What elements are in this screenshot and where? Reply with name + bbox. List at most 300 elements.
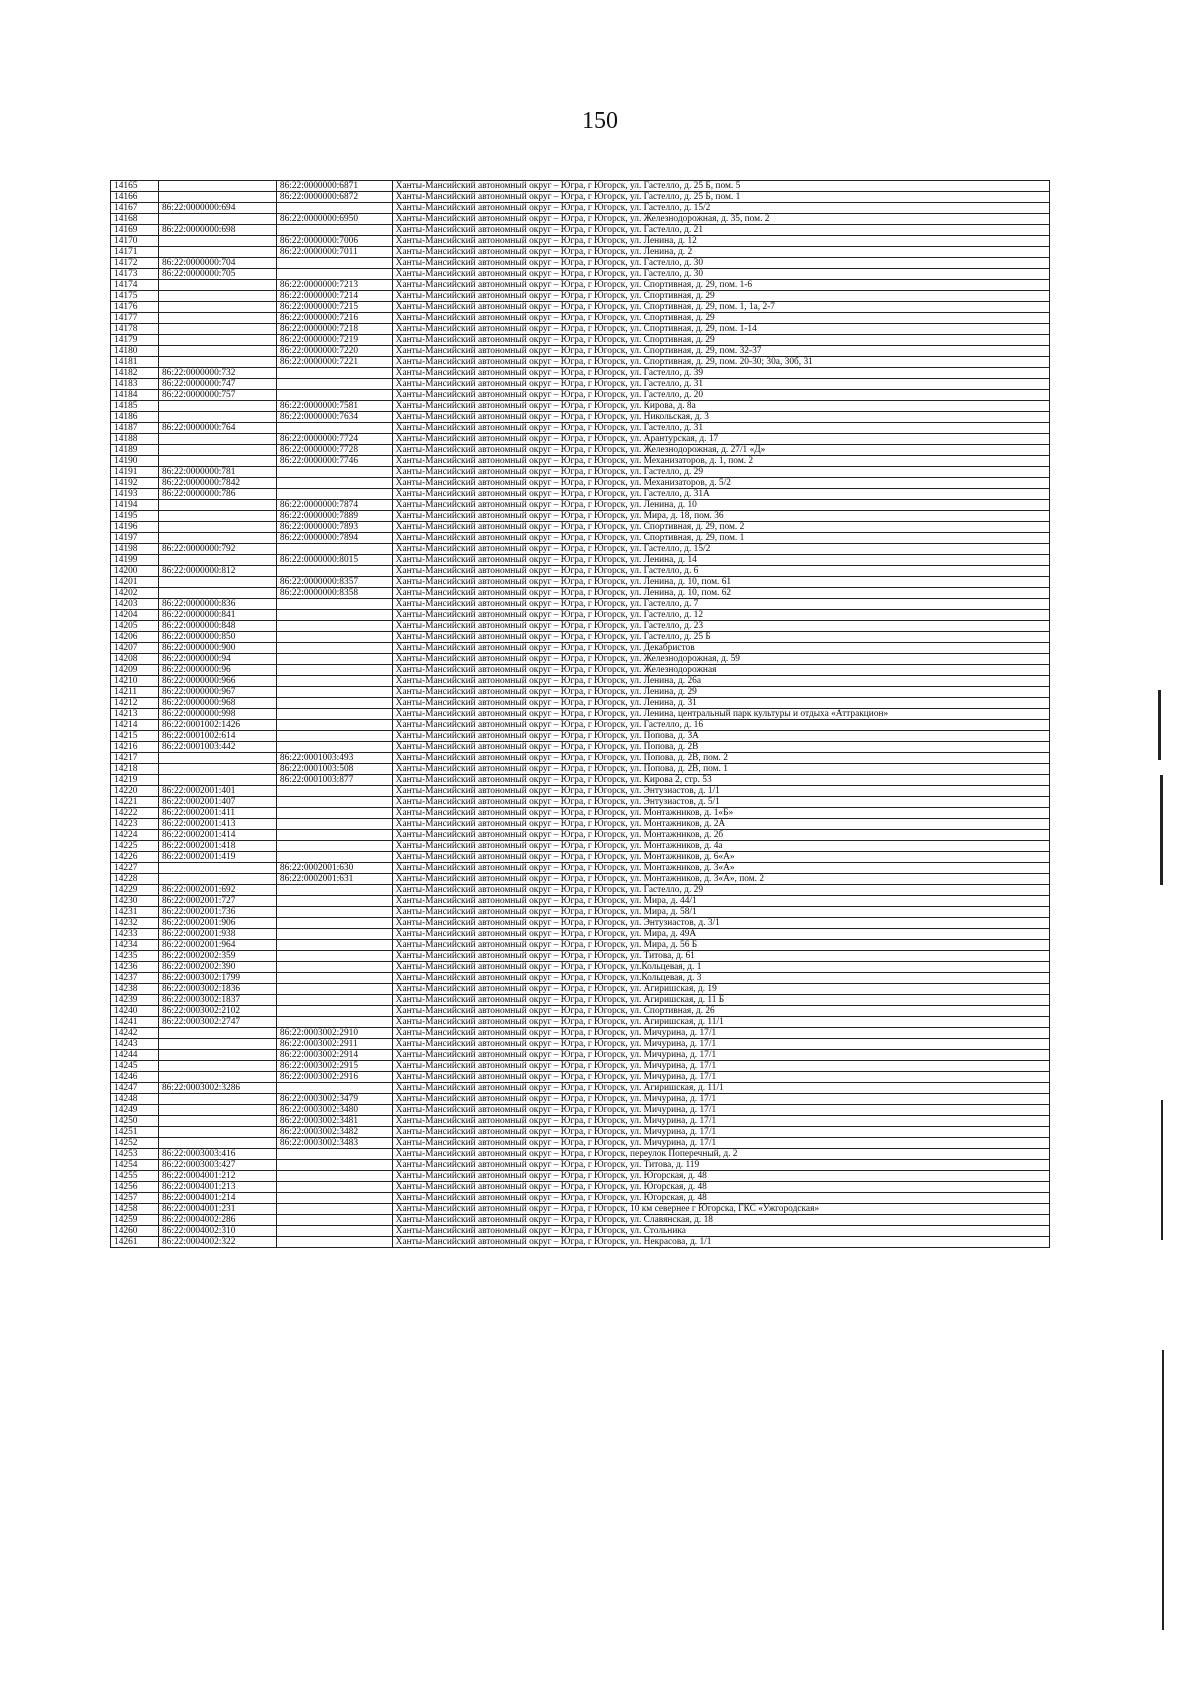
land-cadastral-number	[158, 335, 276, 346]
table-row	[111, 522, 1050, 533]
building-cadastral-number	[276, 632, 392, 643]
building-cadastral-number: 86:22:0000000:7214	[276, 291, 392, 302]
building-cadastral-number: 86:22:0002001:630	[276, 863, 392, 874]
address: Ханты-Мансийский автономный округ – Югра, г Югорск, ул. Мичурина, д. 17/1	[392, 1061, 1049, 1072]
building-cadastral-number: 86:22:0000000:6871	[276, 181, 392, 192]
building-cadastral-number	[276, 621, 392, 632]
table-row	[111, 951, 1050, 962]
address: Ханты-Мансийский автономный округ – Югра, г Югорск, ул. Гастелло, д. 15/2	[392, 203, 1049, 214]
land-cadastral-number	[158, 181, 276, 192]
table-row	[111, 456, 1050, 467]
table-row	[111, 203, 1050, 214]
building-cadastral-number: 86:22:0000000:8357	[276, 577, 392, 588]
address: Ханты-Мансийский автономный округ – Югра, г Югорск, ул. Мира, д. 44/1	[392, 896, 1049, 907]
address: Ханты-Мансийский автономный округ – Югра, г Югорск, ул. Агиришская, д. 11 Б	[392, 995, 1049, 1006]
land-cadastral-number: 86:22:0000000:792	[158, 544, 276, 555]
table-row	[111, 566, 1050, 577]
building-cadastral-number	[276, 269, 392, 280]
row-number: 14205	[111, 621, 159, 632]
land-cadastral-number: 86:22:0004002:310	[158, 1226, 276, 1237]
address: Ханты-Мансийский автономный округ – Югра, г Югорск, ул. Железнодорожная, д. 35, пом. 2	[392, 214, 1049, 225]
land-cadastral-number	[158, 1028, 276, 1039]
building-cadastral-number	[276, 423, 392, 434]
row-number: 14184	[111, 390, 159, 401]
row-number: 14198	[111, 544, 159, 555]
land-cadastral-number: 86:22:0003002:1836	[158, 984, 276, 995]
address: Ханты-Мансийский автономный округ – Югра, г Югорск, ул. Спортивная, д. 29	[392, 335, 1049, 346]
building-cadastral-number: 86:22:0000000:7893	[276, 522, 392, 533]
address: Ханты-Мансийский автономный округ – Югра, г Югорск, ул. Гастелло, д. 25 Б	[392, 632, 1049, 643]
table-row	[111, 1050, 1050, 1061]
address: Ханты-Мансийский автономный округ – Югра, г Югорск, ул. Спортивная, д. 29, пом. 2	[392, 522, 1049, 533]
row-number: 14220	[111, 786, 159, 797]
land-cadastral-number	[158, 247, 276, 258]
address: Ханты-Мансийский автономный округ – Югра, г Югорск, ул. Гастелло, д. 6	[392, 566, 1049, 577]
table-row	[111, 434, 1050, 445]
building-cadastral-number: 86:22:0003002:3480	[276, 1105, 392, 1116]
row-number: 14249	[111, 1105, 159, 1116]
row-number: 14180	[111, 346, 159, 357]
building-cadastral-number: 86:22:0000000:7889	[276, 511, 392, 522]
address: Ханты-Мансийский автономный округ – Югра, г Югорск, ул. Гастелло, д. 23	[392, 621, 1049, 632]
row-number: 14175	[111, 291, 159, 302]
land-cadastral-number: 86:22:0002001:411	[158, 808, 276, 819]
table-row	[111, 1171, 1050, 1182]
table-row	[111, 1138, 1050, 1149]
building-cadastral-number	[276, 1237, 392, 1248]
building-cadastral-number	[276, 1017, 392, 1028]
row-number: 14181	[111, 357, 159, 368]
row-number: 14237	[111, 973, 159, 984]
address: Ханты-Мансийский автономный округ – Югра, г Югорск, ул. Монтажников, д. 1«Б»	[392, 808, 1049, 819]
row-number: 14194	[111, 500, 159, 511]
address: Ханты-Мансийский автономный округ – Югра, г Югорск, ул. Ленина, д. 10, пом. 62	[392, 588, 1049, 599]
land-cadastral-number	[158, 874, 276, 885]
row-number: 14230	[111, 896, 159, 907]
table-row	[111, 346, 1050, 357]
address: Ханты-Мансийский автономный округ – Югра, г Югорск, ул. Стольника	[392, 1226, 1049, 1237]
land-cadastral-number	[158, 522, 276, 533]
row-number: 14185	[111, 401, 159, 412]
land-cadastral-number: 86:22:0000000:786	[158, 489, 276, 500]
land-cadastral-number	[158, 764, 276, 775]
address: Ханты-Мансийский автономный округ – Югра, г Югорск, ул. Гастелло, д. 16	[392, 720, 1049, 731]
address: Ханты-Мансийский автономный округ – Югра, г Югорск, ул. Ленина, центральный парк культуры и отдыха «Аттракцион»	[392, 709, 1049, 720]
address: Ханты-Мансийский автономный округ – Югра, г Югорск, ул. Ленина, д. 14	[392, 555, 1049, 566]
row-number: 14207	[111, 643, 159, 654]
building-cadastral-number: 86:22:0000000:8358	[276, 588, 392, 599]
land-cadastral-number: 86:22:0000000:747	[158, 379, 276, 390]
address: Ханты-Мансийский автономный округ – Югра, г Югорск, ул. Гастелло, д. 30	[392, 269, 1049, 280]
land-cadastral-number	[158, 291, 276, 302]
land-cadastral-number	[158, 511, 276, 522]
land-cadastral-number: 86:22:0004001:231	[158, 1204, 276, 1215]
row-number: 14244	[111, 1050, 159, 1061]
table-row	[111, 720, 1050, 731]
table-row	[111, 885, 1050, 896]
address: Ханты-Мансийский автономный округ – Югра, г Югорск, ул. Мира, д. 18, пом. 36	[392, 511, 1049, 522]
land-cadastral-number	[158, 346, 276, 357]
building-cadastral-number: 86:22:0003002:2916	[276, 1072, 392, 1083]
address: Ханты-Мансийский автономный округ – Югра, г Югорск, ул. Попова, д. 2В, пом. 1	[392, 764, 1049, 775]
building-cadastral-number	[276, 1204, 392, 1215]
land-cadastral-number	[158, 533, 276, 544]
table-row	[111, 544, 1050, 555]
land-cadastral-number: 86:22:0000000:764	[158, 423, 276, 434]
row-number: 14219	[111, 775, 159, 786]
row-number: 14234	[111, 940, 159, 951]
building-cadastral-number	[276, 929, 392, 940]
land-cadastral-number: 86:22:0004001:212	[158, 1171, 276, 1182]
row-number: 14170	[111, 236, 159, 247]
row-number: 14229	[111, 885, 159, 896]
row-number: 14174	[111, 280, 159, 291]
table-row	[111, 467, 1050, 478]
building-cadastral-number	[276, 731, 392, 742]
table-row	[111, 478, 1050, 489]
building-cadastral-number: 86:22:0003002:2914	[276, 1050, 392, 1061]
table-row	[111, 291, 1050, 302]
building-cadastral-number	[276, 467, 392, 478]
table-row	[111, 863, 1050, 874]
building-cadastral-number: 86:22:0001003:508	[276, 764, 392, 775]
address: Ханты-Мансийский автономный округ – Югра, г Югорск, ул. Гастелло, д. 7	[392, 599, 1049, 610]
table-row	[111, 1149, 1050, 1160]
table-row	[111, 808, 1050, 819]
building-cadastral-number	[276, 1215, 392, 1226]
address: Ханты-Мансийский автономный округ – Югра, г Югорск, ул. Мичурина, д. 17/1	[392, 1116, 1049, 1127]
row-number: 14255	[111, 1171, 159, 1182]
building-cadastral-number: 86:22:0001003:877	[276, 775, 392, 786]
row-number: 14223	[111, 819, 159, 830]
table-row	[111, 1204, 1050, 1215]
row-number: 14238	[111, 984, 159, 995]
address: Ханты-Мансийский автономный округ – Югра, г Югорск, ул. Монтажников, д. 2б	[392, 830, 1049, 841]
land-cadastral-number: 86:22:0002001:964	[158, 940, 276, 951]
table-row	[111, 489, 1050, 500]
row-number: 14233	[111, 929, 159, 940]
building-cadastral-number	[276, 665, 392, 676]
address: Ханты-Мансийский автономный округ – Югра, г Югорск, ул. Гастелло, д. 12	[392, 610, 1049, 621]
address: Ханты-Мансийский автономный округ – Югра, г Югорск, ул. Славянская, д. 18	[392, 1215, 1049, 1226]
row-number: 14166	[111, 192, 159, 203]
address: Ханты-Мансийский автономный округ – Югра, г Югорск, ул. Спортивная, д. 29, пом. 1-14	[392, 324, 1049, 335]
row-number: 14186	[111, 412, 159, 423]
table-row	[111, 621, 1050, 632]
building-cadastral-number	[276, 1193, 392, 1204]
address: Ханты-Мансийский автономный округ – Югра, г Югорск, ул. Попова, д. 2В, пом. 2	[392, 753, 1049, 764]
row-number: 14217	[111, 753, 159, 764]
table-row	[111, 665, 1050, 676]
land-cadastral-number	[158, 775, 276, 786]
row-number: 14179	[111, 335, 159, 346]
land-cadastral-number: 86:22:0001002:1426	[158, 720, 276, 731]
building-cadastral-number	[276, 852, 392, 863]
row-number: 14239	[111, 995, 159, 1006]
building-cadastral-number: 86:22:0000000:7218	[276, 324, 392, 335]
row-number: 14243	[111, 1039, 159, 1050]
building-cadastral-number	[276, 489, 392, 500]
land-cadastral-number: 86:22:0002001:419	[158, 852, 276, 863]
table-row	[111, 610, 1050, 621]
land-cadastral-number: 86:22:0002002:390	[158, 962, 276, 973]
address: Ханты-Мансийский автономный округ – Югра, г Югорск, ул. Монтажников, д. 3«А», пом. 2	[392, 874, 1049, 885]
address: Ханты-Мансийский автономный округ – Югра, г Югорск, ул. Ленина, д. 29	[392, 687, 1049, 698]
table-row	[111, 390, 1050, 401]
land-cadastral-number	[158, 1105, 276, 1116]
building-cadastral-number: 86:22:0003002:3482	[276, 1127, 392, 1138]
address: Ханты-Мансийский автономный округ – Югра, г Югорск, ул. Гастелло, д. 21	[392, 225, 1049, 236]
building-cadastral-number	[276, 654, 392, 665]
address: Ханты-Мансийский автономный округ – Югра, г Югорск, ул. Мира, д. 56 Б	[392, 940, 1049, 951]
land-cadastral-number: 86:22:0001002:614	[158, 731, 276, 742]
scan-binding-mark	[1162, 1350, 1164, 1630]
row-number: 14208	[111, 654, 159, 665]
row-number: 14197	[111, 533, 159, 544]
row-number: 14227	[111, 863, 159, 874]
address: Ханты-Мансийский автономный округ – Югра, г Югорск, ул. Ленина, д. 10	[392, 500, 1049, 511]
table-row	[111, 1116, 1050, 1127]
address: Ханты-Мансийский автономный округ – Югра, г Югорск, ул. Гастелло, д. 31	[392, 379, 1049, 390]
building-cadastral-number	[276, 896, 392, 907]
land-cadastral-number: 86:22:0000000:998	[158, 709, 276, 720]
land-cadastral-number	[158, 577, 276, 588]
table-row	[111, 654, 1050, 665]
address: Ханты-Мансийский автономный округ – Югра, г Югорск, ул. Мичурина, д. 17/1	[392, 1072, 1049, 1083]
table-row	[111, 192, 1050, 203]
building-cadastral-number	[276, 687, 392, 698]
land-cadastral-number: 86:22:0002001:407	[158, 797, 276, 808]
building-cadastral-number	[276, 907, 392, 918]
land-cadastral-number: 86:22:0000000:967	[158, 687, 276, 698]
table-row	[111, 709, 1050, 720]
table-row	[111, 247, 1050, 258]
address: Ханты-Мансийский автономный округ – Югра, г Югорск, ул. Мичурина, д. 17/1	[392, 1105, 1049, 1116]
table-row	[111, 181, 1050, 192]
address: Ханты-Мансийский автономный округ – Югра, г Югорск, ул. Кирова 2, стр. 53	[392, 775, 1049, 786]
building-cadastral-number	[276, 676, 392, 687]
building-cadastral-number	[276, 610, 392, 621]
address: Ханты-Мансийский автономный округ – Югра, г Югорск, переулок Поперечный, д. 2	[392, 1149, 1049, 1160]
land-cadastral-number	[158, 401, 276, 412]
row-number: 14176	[111, 302, 159, 313]
land-cadastral-number: 86:22:0000000:704	[158, 258, 276, 269]
row-number: 14248	[111, 1094, 159, 1105]
land-cadastral-number	[158, 1094, 276, 1105]
row-number: 14226	[111, 852, 159, 863]
address: Ханты-Мансийский автономный округ – Югра, г Югорск, ул. Попова, д. 2В	[392, 742, 1049, 753]
address: Ханты-Мансийский автономный округ – Югра, г Югорск, ул. Кирова, д. 8а	[392, 401, 1049, 412]
land-cadastral-number: 86:22:0002001:906	[158, 918, 276, 929]
table-row	[111, 896, 1050, 907]
land-cadastral-number	[158, 1072, 276, 1083]
row-number: 14236	[111, 962, 159, 973]
land-cadastral-number: 86:22:0000000:812	[158, 566, 276, 577]
land-cadastral-number	[158, 555, 276, 566]
address: Ханты-Мансийский автономный округ – Югра, г Югорск, ул. Мира, д. 58/1	[392, 907, 1049, 918]
building-cadastral-number	[276, 1149, 392, 1160]
row-number: 14196	[111, 522, 159, 533]
land-cadastral-number: 86:22:0000000:966	[158, 676, 276, 687]
land-cadastral-number: 86:22:0000000:698	[158, 225, 276, 236]
table-row	[111, 995, 1050, 1006]
row-number: 14190	[111, 456, 159, 467]
building-cadastral-number: 86:22:0000000:7006	[276, 236, 392, 247]
table-row	[111, 1072, 1050, 1083]
row-number: 14191	[111, 467, 159, 478]
address: Ханты-Мансийский автономный округ – Югра, г Югорск, ул. Спортивная, д. 29, пом. 1-6	[392, 280, 1049, 291]
address: Ханты-Мансийский автономный округ – Югра, г Югорск, ул. Ленина, д. 10, пом. 61	[392, 577, 1049, 588]
building-cadastral-number	[276, 566, 392, 577]
address: Ханты-Мансийский автономный округ – Югра, г Югорск, ул. Мира, д. 49А	[392, 929, 1049, 940]
row-number: 14187	[111, 423, 159, 434]
building-cadastral-number: 86:22:0002001:631	[276, 874, 392, 885]
table-row	[111, 1028, 1050, 1039]
address: Ханты-Мансийский автономный округ – Югра, г Югорск, ул. Механизаторов, д. 1, пом. 2	[392, 456, 1049, 467]
row-number: 14167	[111, 203, 159, 214]
table-row	[111, 676, 1050, 687]
land-cadastral-number	[158, 1061, 276, 1072]
address: Ханты-Мансийский автономный округ – Югра, г Югорск, ул. Железнодорожная	[392, 665, 1049, 676]
building-cadastral-number	[276, 379, 392, 390]
building-cadastral-number: 86:22:0000000:7220	[276, 346, 392, 357]
row-number: 14261	[111, 1237, 159, 1248]
land-cadastral-number: 86:22:0003002:2102	[158, 1006, 276, 1017]
row-number: 14231	[111, 907, 159, 918]
land-cadastral-number	[158, 192, 276, 203]
address: Ханты-Мансийский автономный округ – Югра, г Югорск, ул. Ленина, д. 2	[392, 247, 1049, 258]
address: Ханты-Мансийский автономный округ – Югра, г Югорск, ул. Мичурина, д. 17/1	[392, 1039, 1049, 1050]
row-number: 14258	[111, 1204, 159, 1215]
row-number: 14201	[111, 577, 159, 588]
row-number: 14203	[111, 599, 159, 610]
row-number: 14235	[111, 951, 159, 962]
table-row	[111, 1105, 1050, 1116]
row-number: 14216	[111, 742, 159, 753]
land-cadastral-number: 86:22:0002001:418	[158, 841, 276, 852]
row-number: 14224	[111, 830, 159, 841]
row-number: 14200	[111, 566, 159, 577]
land-cadastral-number: 86:22:0000000:7842	[158, 478, 276, 489]
building-cadastral-number	[276, 830, 392, 841]
row-number: 14240	[111, 1006, 159, 1017]
land-cadastral-number	[158, 1050, 276, 1061]
address: Ханты-Мансийский автономный округ – Югра, г Югорск, ул. Титова, д. 61	[392, 951, 1049, 962]
land-cadastral-number: 86:22:0002001:938	[158, 929, 276, 940]
address: Ханты-Мансийский автономный округ – Югра, г Югорск, ул. Монтажников, д. 3«А»	[392, 863, 1049, 874]
land-cadastral-number: 86:22:0003002:2747	[158, 1017, 276, 1028]
land-cadastral-number	[158, 302, 276, 313]
table-row	[111, 830, 1050, 841]
land-cadastral-number	[158, 500, 276, 511]
table-row	[111, 786, 1050, 797]
table-row	[111, 819, 1050, 830]
building-cadastral-number	[276, 599, 392, 610]
table-row	[111, 1039, 1050, 1050]
land-cadastral-number: 86:22:0002001:414	[158, 830, 276, 841]
building-cadastral-number: 86:22:0000000:7746	[276, 456, 392, 467]
building-cadastral-number	[276, 819, 392, 830]
land-cadastral-number: 86:22:0000000:694	[158, 203, 276, 214]
address: Ханты-Мансийский автономный округ – Югра, г Югорск, ул. Мичурина, д. 17/1	[392, 1094, 1049, 1105]
row-number: 14165	[111, 181, 159, 192]
row-number: 14209	[111, 665, 159, 676]
building-cadastral-number	[276, 962, 392, 973]
table-row	[111, 1237, 1050, 1248]
row-number: 14214	[111, 720, 159, 731]
address: Ханты-Мансийский автономный округ – Югра, г Югорск, ул. Монтажников, д. 2А	[392, 819, 1049, 830]
land-cadastral-number	[158, 1039, 276, 1050]
building-cadastral-number	[276, 1171, 392, 1182]
building-cadastral-number: 86:22:0000000:7219	[276, 335, 392, 346]
address: Ханты-Мансийский автономный округ – Югра, г Югорск, ул. Мичурина, д. 17/1	[392, 1028, 1049, 1039]
table-row	[111, 973, 1050, 984]
table-row	[111, 907, 1050, 918]
row-number: 14210	[111, 676, 159, 687]
address: Ханты-Мансийский автономный округ – Югра, г Югорск, ул. Мичурина, д. 17/1	[392, 1050, 1049, 1061]
building-cadastral-number	[276, 368, 392, 379]
land-cadastral-number	[158, 434, 276, 445]
address: Ханты-Мансийский автономный округ – Югра, г Югорск, ул. Железнодорожная, д. 27/1 «Д»	[392, 445, 1049, 456]
table-row	[111, 643, 1050, 654]
table-row	[111, 280, 1050, 291]
row-number: 14256	[111, 1182, 159, 1193]
address: Ханты-Мансийский автономный округ – Югра, г Югорск, ул. Гастелло, д. 25 Б, пом. 5	[392, 181, 1049, 192]
table-row	[111, 1017, 1050, 1028]
land-cadastral-number	[158, 1127, 276, 1138]
land-cadastral-number	[158, 412, 276, 423]
table-row	[111, 1083, 1050, 1094]
row-number: 14204	[111, 610, 159, 621]
table-row	[111, 852, 1050, 863]
address: Ханты-Мансийский автономный округ – Югра, г Югорск, ул. Некрасова, д. 1/1	[392, 1237, 1049, 1248]
building-cadastral-number	[276, 841, 392, 852]
building-cadastral-number: 86:22:0000000:6950	[276, 214, 392, 225]
land-cadastral-number: 86:22:0004002:322	[158, 1237, 276, 1248]
table-row	[111, 412, 1050, 423]
land-cadastral-number	[158, 357, 276, 368]
building-cadastral-number: 86:22:0003002:2911	[276, 1039, 392, 1050]
land-cadastral-number	[158, 588, 276, 599]
table-row	[111, 918, 1050, 929]
address: Ханты-Мансийский автономный округ – Югра, г Югорск, ул. Югорская, д. 48	[392, 1171, 1049, 1182]
table-row	[111, 1193, 1050, 1204]
address: Ханты-Мансийский автономный округ – Югра, г Югорск, ул. Железнодорожная, д. 59	[392, 654, 1049, 665]
row-number: 14250	[111, 1116, 159, 1127]
table-row	[111, 1061, 1050, 1072]
row-number: 14246	[111, 1072, 159, 1083]
building-cadastral-number	[276, 797, 392, 808]
row-number: 14245	[111, 1061, 159, 1072]
table-row	[111, 379, 1050, 390]
table-row	[111, 302, 1050, 313]
row-number: 14218	[111, 764, 159, 775]
land-cadastral-number: 86:22:0000000:900	[158, 643, 276, 654]
address: Ханты-Мансийский автономный округ – Югра, г Югорск, ул. Мичурина, д. 17/1	[392, 1127, 1049, 1138]
address: Ханты-Мансийский автономный округ – Югра, г Югорск, ул. Спортивная, д. 29	[392, 313, 1049, 324]
address: Ханты-Мансийский автономный округ – Югра, г Югорск, ул. Спортивная, д. 29, пом. 32-37	[392, 346, 1049, 357]
table-row	[111, 236, 1050, 247]
land-cadastral-number	[158, 236, 276, 247]
row-number: 14172	[111, 258, 159, 269]
land-cadastral-number: 86:22:0003003:416	[158, 1149, 276, 1160]
land-cadastral-number: 86:22:0002001:736	[158, 907, 276, 918]
building-cadastral-number	[276, 258, 392, 269]
row-number: 14232	[111, 918, 159, 929]
row-number: 14171	[111, 247, 159, 258]
row-number: 14247	[111, 1083, 159, 1094]
address: Ханты-Мансийский автономный округ – Югра, г Югорск, ул. Гастелло, д. 39	[392, 368, 1049, 379]
